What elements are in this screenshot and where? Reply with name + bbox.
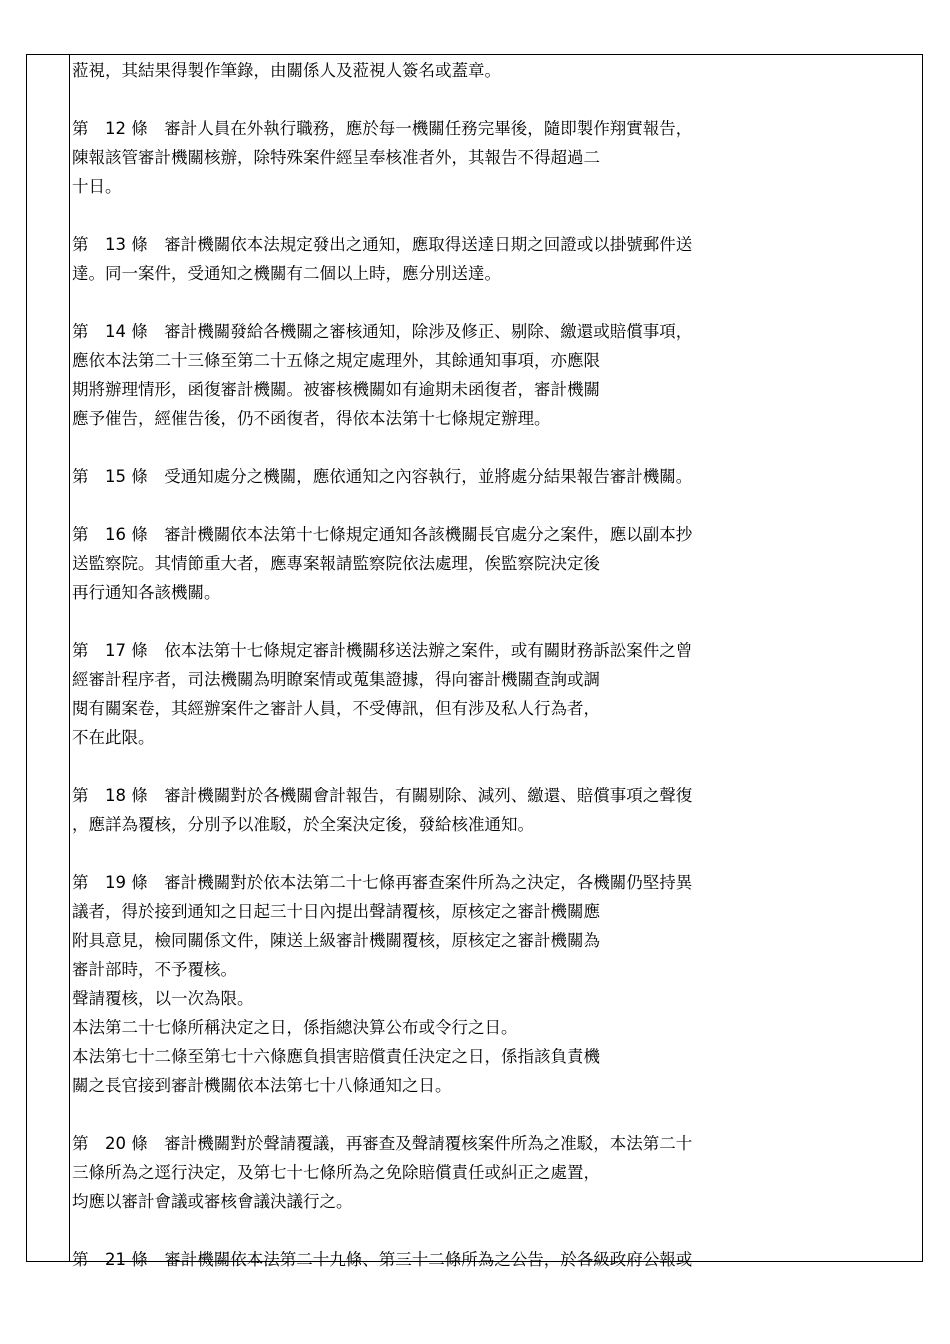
article-16-line: 第 16 條 審計機關依本法第十七條規定通知各該機關長官處分之案件，應以副本抄 <box>72 525 693 544</box>
text-line: 閱有關案卷，其經辦案件之審計人員，不受傳訊，但有涉及私人行為者， <box>72 699 600 718</box>
article-19-line: 第 19 條 審計機關對於依本法第二十七條再審查案件所為之決定，各機關仍堅持異 <box>72 873 693 892</box>
text-line: ，應詳為覆核，分別予以准駁，於全案決定後，發給核准通知。 <box>72 815 534 834</box>
article-21-line: 第 21 條 審計機關依本法第二十九條、第三十二條所為之公告，於各級政府公報或 <box>72 1250 693 1269</box>
blank-line <box>72 607 912 636</box>
blank-line <box>72 288 912 317</box>
article-14-line: 第 14 條 審計機關發給各機關之審核通知，除涉及修正、剔除、繳還或賠償事項， <box>72 322 693 341</box>
article-13-line: 第 13 條 審計機關依本法規定發出之通知，應取得送達日期之回證或以掛號郵件送 <box>72 235 693 254</box>
article-15-line: 第 15 條 受通知處分之機關，應依通知之內容執行，並將處分結果報告審計機關。 <box>72 467 693 486</box>
blank-line <box>72 1100 912 1129</box>
text-line: 送監察院。其情節重大者，應專案報請監察院依法處理，俟監察院決定後 <box>72 554 600 573</box>
text-line: 附具意見，檢同關係文件，陳送上級審計機關覆核，原核定之審計機關為 <box>72 931 600 950</box>
article-20-line: 第 20 條 審計機關對於聲請覆議，再審查及聲請覆核案件所為之准駁，本法第二十 <box>72 1134 693 1153</box>
text-line: 聲請覆核，以一次為限。 <box>72 989 254 1008</box>
left-column-divider <box>69 54 70 1262</box>
article-18-line: 第 18 條 審計機關對於各機關會計報告，有關剔除、減列、繳還、賠償事項之聲復 <box>72 786 693 805</box>
text-line: 期將辦理情形，函復審計機關。被審核機關如有逾期未函復者，審計機關 <box>72 380 600 399</box>
text-line: 蒞視，其結果得製作筆錄，由關係人及蒞視人簽名或蓋章。 <box>72 61 501 80</box>
text-line: 關之長官接到審計機關依本法第七十八條通知之日。 <box>72 1076 452 1095</box>
text-line: 議者，得於接到通知之日起三十日內提出聲請覆核，原核定之審計機關應 <box>72 902 600 921</box>
blank-line <box>72 85 912 114</box>
blank-line <box>72 1216 912 1245</box>
blank-line <box>72 433 912 462</box>
text-line: 審計部時，不予覆核。 <box>72 960 237 979</box>
text-line: 應依本法第二十三條至第二十五條之規定處理外，其餘通知事項，亦應限 <box>72 351 600 370</box>
blank-line <box>72 752 912 781</box>
text-line: 本法第二十七條所稱決定之日，係指總決算公布或令行之日。 <box>72 1018 518 1037</box>
text-line: 本法第七十二條至第七十六條應負損害賠償責任決定之日，係指該負責機 <box>72 1047 600 1066</box>
article-12-line: 第 12 條 審計人員在外執行職務，應於每一機關任務完畢後，隨即製作翔實報告， <box>72 119 693 138</box>
text-line: 應予催告，經催告後，仍不函復者，得依本法第十七條規定辦理。 <box>72 409 551 428</box>
text-line: 不在此限。 <box>72 728 155 747</box>
text-line: 三條所為之逕行決定，及第七十七條所為之免除賠償責任或糾正之處置， <box>72 1163 600 1182</box>
text-line: 經審計程序者，司法機關為明瞭案情或蒐集證據，得向審計機關查詢或調 <box>72 670 600 689</box>
article-17-line: 第 17 條 依本法第十七條規定審計機關移送法辦之案件，或有關財務訴訟案件之曾 <box>72 641 693 660</box>
text-line: 陳報該管審計機關核辦，除特殊案件經呈奉核准者外，其報告不得超過二 <box>72 148 600 167</box>
blank-line <box>72 491 912 520</box>
text-line: 達。同一案件，受通知之機關有二個以上時，應分別送達。 <box>72 264 501 283</box>
text-line: 均應以審計會議或審核會議決議行之。 <box>72 1192 353 1211</box>
blank-line <box>72 201 912 230</box>
regulation-text <box>72 56 912 1274</box>
text-line: 十日。 <box>72 177 122 196</box>
blank-line <box>72 839 912 868</box>
text-line: 再行通知各該機關。 <box>72 583 221 602</box>
